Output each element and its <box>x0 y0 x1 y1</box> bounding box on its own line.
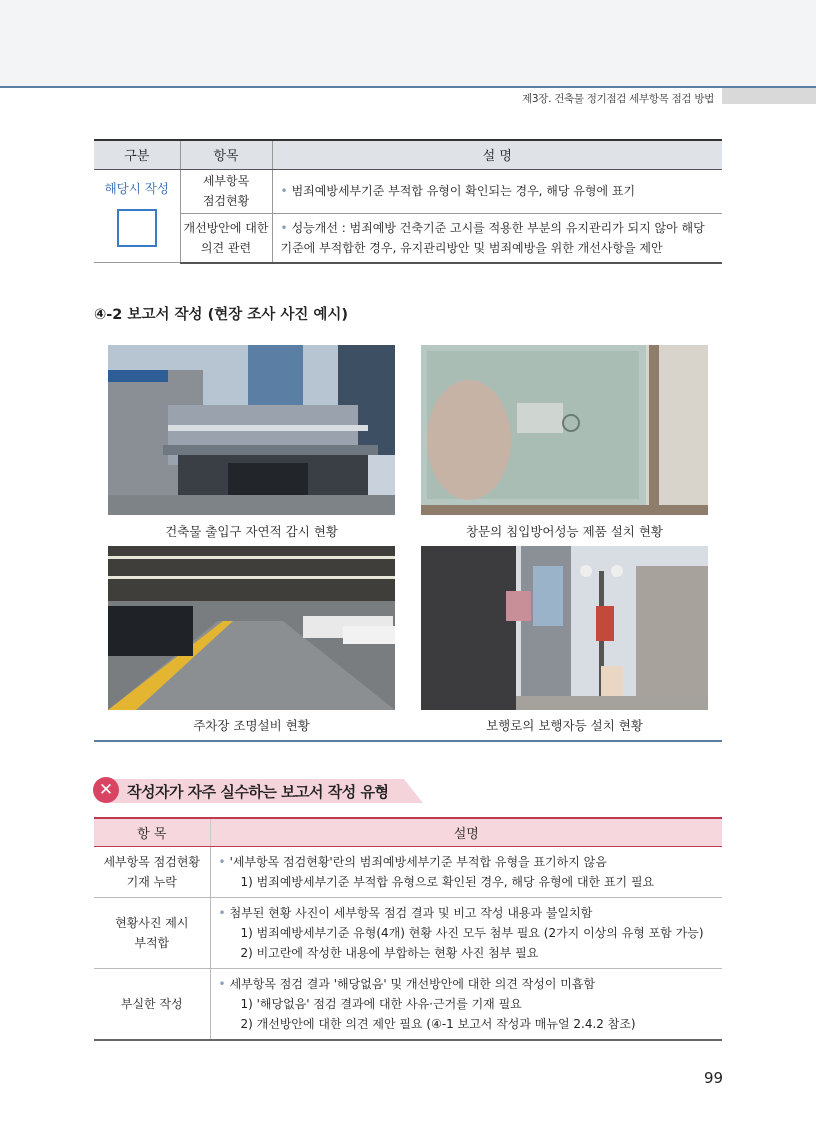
desc-cell <box>272 169 722 213</box>
column-header: 구분 <box>94 140 180 169</box>
chapter-header: 제3장. 건축물 정기점검 세부항목 점검 방법 <box>522 93 714 105</box>
item-cell: 현황사진 제시 부적합 <box>94 897 210 968</box>
page-number: 99 <box>704 1069 724 1087</box>
desc-text: 성능개선 : 범죄예방 건축기준 고시를 적용한 부분의 유지관리가 되지 않아 해당 기준에 부적합한 경우, 유지관리방안 및 범죄예방을 위한 개선사항을 제안 <box>280 220 705 255</box>
x-circle-icon: ✕ <box>93 777 119 803</box>
photo-parking-garage <box>108 546 395 710</box>
bullet-icon: • <box>280 184 288 198</box>
sub-item: 2) 비고란에 작성한 내용에 부합하는 현황 사진 첨부 필요 <box>240 945 539 960</box>
table-header-row <box>94 140 722 169</box>
table-row <box>94 897 722 968</box>
mistake-banner <box>93 777 423 803</box>
item-cell: 세부항목 점검현황 기재 누락 <box>94 846 210 897</box>
photo-window-glass <box>421 345 708 515</box>
table-row <box>94 169 722 213</box>
desc-cell <box>210 846 722 897</box>
header-tab-bar <box>722 88 816 104</box>
column-header: 항목 <box>180 140 272 169</box>
sub-item: 2) 개선방안에 대한 의견 제안 필요 (④-1 보고서 작성과 매뉴얼 2.4.2 참조) <box>240 1016 636 1031</box>
desc-cell <box>272 213 722 263</box>
group-cell <box>94 169 180 263</box>
bullet-icon: • <box>218 854 226 869</box>
desc-text: 세부항목 점검 결과 '해당없음' 및 개선방안에 대한 의견 작성이 미흡함 <box>229 976 596 991</box>
desc-cell <box>210 897 722 968</box>
mistakes-table <box>94 817 722 1041</box>
photo-building-entrance <box>108 345 395 515</box>
page-top-band <box>0 0 816 86</box>
sub-item: 1) 범죄예방세부기준 유형(4개) 현황 사진 모두 첨부 필요 (2가지 이상의 유형 포함 가능) <box>240 925 704 940</box>
desc-text: 범죄예방세부기준 부적합 유형이 확인되는 경우, 해당 유형에 표기 <box>291 184 636 198</box>
bullet-icon: • <box>218 905 226 920</box>
table-row <box>94 213 722 263</box>
table-row <box>94 968 722 1040</box>
section-divider <box>94 740 722 742</box>
photo-caption: 보행로의 보행자등 설치 현황 <box>486 718 643 733</box>
header-rule <box>0 86 816 88</box>
column-header: 설명 <box>210 818 722 846</box>
table-row <box>94 846 722 897</box>
desc-cell <box>210 968 722 1040</box>
sub-item: 1) '해당없음' 점검 결과에 대한 사유·근거를 기재 필요 <box>240 996 522 1011</box>
column-header: 설 명 <box>272 140 722 169</box>
photo-caption: 주차장 조명설비 현황 <box>193 718 310 733</box>
banner-title: 작성자가 자주 실수하는 보고서 작성 유형 <box>127 783 389 801</box>
photo-caption: 건축물 출입구 자연적 감시 현황 <box>165 524 338 539</box>
photo-street-lamp <box>421 546 708 710</box>
desc-text: '세부항목 점검현황'란의 범죄예방세부기준 부적합 유형을 표기하지 않음 <box>229 854 607 869</box>
item-cell: 부실한 작성 <box>94 968 210 1040</box>
sub-item: 1) 범죄예방세부기준 부적합 유형으로 확인된 경우, 해당 유형에 대한 표기 필요 <box>240 874 655 889</box>
table-header-row <box>94 818 722 846</box>
bullet-icon: • <box>218 976 226 991</box>
item-cell: 세부항목 점검현황 <box>180 169 272 213</box>
section-title: ④-2 보고서 작성 (현장 조사 사진 예시) <box>94 307 349 323</box>
desc-text: 첨부된 현황 사진이 세부항목 점검 결과 및 비고 작성 내용과 불일치함 <box>229 905 593 920</box>
when-applicable-label: 해당시 작성 <box>104 180 169 196</box>
photo-caption: 창문의 침입방어성능 제품 설치 현황 <box>465 524 664 539</box>
checkbox-icon <box>117 209 157 247</box>
column-header: 항 목 <box>94 818 210 846</box>
bullet-icon: • <box>280 220 288 235</box>
item-cell: 개선방안에 대한 의견 관련 <box>180 213 272 263</box>
criteria-table <box>94 139 722 264</box>
